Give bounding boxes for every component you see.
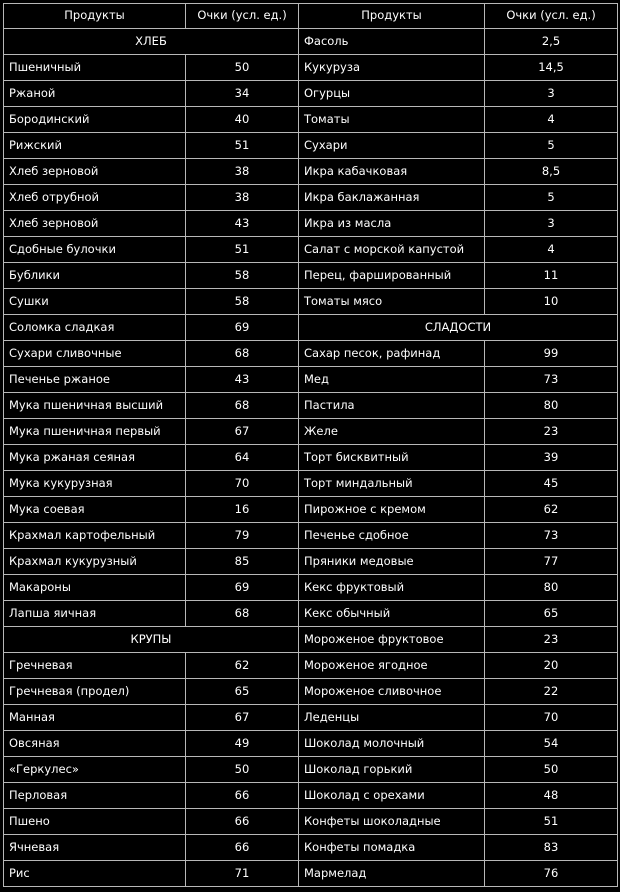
product-name: Сухари [299, 133, 485, 159]
product-name: Пастила [299, 393, 485, 419]
product-points: 73 [485, 367, 618, 393]
product-points: 49 [186, 731, 299, 757]
product-name: Овсяная [4, 731, 186, 757]
product-points: 58 [186, 289, 299, 315]
header-rating-right: Очки (усл. ед.) [485, 4, 618, 29]
header-product-right: Продукты [299, 4, 485, 29]
category-heading: СЛАДОСТИ [299, 315, 618, 341]
product-name: Мука пшеничная первый [4, 419, 186, 445]
product-points: 67 [186, 419, 299, 445]
product-points: 85 [186, 549, 299, 575]
table-row [4, 627, 618, 653]
product-name: Мороженое ягодное [299, 653, 485, 679]
product-points: 14,5 [485, 55, 618, 81]
product-name: Сушки [4, 289, 186, 315]
header-row [4, 4, 618, 29]
product-points: 69 [186, 315, 299, 341]
product-points: 77 [485, 549, 618, 575]
product-name: Конфеты шоколадные [299, 809, 485, 835]
product-points: 80 [485, 575, 618, 601]
product-name: Мука ржаная сеяная [4, 445, 186, 471]
product-points: 73 [485, 523, 618, 549]
product-points: 3 [485, 81, 618, 107]
product-name: Торт бисквитный [299, 445, 485, 471]
product-points: 69 [186, 575, 299, 601]
product-name: Пшено [4, 809, 186, 835]
product-name: Хлеб зерновой [4, 159, 186, 185]
product-name: «Геркулес» [4, 757, 186, 783]
table-row [4, 783, 618, 809]
product-name: Шоколад молочный [299, 731, 485, 757]
product-name: Кекс фруктовый [299, 575, 485, 601]
product-name: Перец, фаршированный [299, 263, 485, 289]
table-row [4, 731, 618, 757]
product-points: 45 [485, 471, 618, 497]
table-row [4, 445, 618, 471]
product-name: Мороженое сливочное [299, 679, 485, 705]
product-points: 66 [186, 835, 299, 861]
product-points: 22 [485, 679, 618, 705]
product-name: Мед [299, 367, 485, 393]
header-rating-left: Очки (усл. ед.) [186, 4, 299, 29]
product-name: Соломка сладкая [4, 315, 186, 341]
product-name: Перловая [4, 783, 186, 809]
product-points: 4 [485, 107, 618, 133]
table-row [4, 237, 618, 263]
product-points: 16 [186, 497, 299, 523]
product-points: 83 [485, 835, 618, 861]
table-row [4, 133, 618, 159]
product-points: 40 [186, 107, 299, 133]
table-row [4, 29, 618, 55]
product-points: 50 [186, 757, 299, 783]
product-name: Икра из масла [299, 211, 485, 237]
product-points: 65 [186, 679, 299, 705]
product-name: Шоколад горький [299, 757, 485, 783]
product-name: Печенье ржаное [4, 367, 186, 393]
product-name: Торт миндальный [299, 471, 485, 497]
product-name: Икра баклажанная [299, 185, 485, 211]
product-points: 62 [485, 497, 618, 523]
product-name: Мука пшеничная высший [4, 393, 186, 419]
table-row [4, 705, 618, 731]
table-row [4, 263, 618, 289]
product-points: 71 [186, 861, 299, 887]
table-row [4, 679, 618, 705]
product-points: 38 [186, 159, 299, 185]
table-row [4, 809, 618, 835]
table-row [4, 107, 618, 133]
product-points: 34 [186, 81, 299, 107]
product-name: Леденцы [299, 705, 485, 731]
carbohydrate-points-table [3, 3, 618, 887]
product-name: Рижский [4, 133, 186, 159]
product-name: Мука соевая [4, 497, 186, 523]
table-row [4, 367, 618, 393]
table-row [4, 81, 618, 107]
table-row [4, 393, 618, 419]
product-points: 23 [485, 419, 618, 445]
product-points: 76 [485, 861, 618, 887]
product-points: 43 [186, 367, 299, 393]
product-name: Ячневая [4, 835, 186, 861]
product-name: Крахмал картофельный [4, 523, 186, 549]
product-name: Гречневая [4, 653, 186, 679]
product-name: Печенье сдобное [299, 523, 485, 549]
product-name: Мука кукурузная [4, 471, 186, 497]
product-name: Мармелад [299, 861, 485, 887]
product-points: 2,5 [485, 29, 618, 55]
product-name: Желе [299, 419, 485, 445]
product-name: Хлеб отрубной [4, 185, 186, 211]
product-points: 5 [485, 133, 618, 159]
product-points: 5 [485, 185, 618, 211]
product-name: Кекс обычный [299, 601, 485, 627]
product-points: 10 [485, 289, 618, 315]
product-name: Мороженое фруктовое [299, 627, 485, 653]
product-points: 67 [186, 705, 299, 731]
product-points: 43 [186, 211, 299, 237]
product-name: Бородинский [4, 107, 186, 133]
product-name: Хлеб зерновой [4, 211, 186, 237]
table-row [4, 185, 618, 211]
table-row [4, 861, 618, 887]
table-row [4, 497, 618, 523]
table-row [4, 601, 618, 627]
product-name: Кукуруза [299, 55, 485, 81]
product-points: 50 [186, 55, 299, 81]
product-points: 54 [485, 731, 618, 757]
product-name: Томаты мясо [299, 289, 485, 315]
product-points: 68 [186, 341, 299, 367]
product-name: Пирожное с кремом [299, 497, 485, 523]
product-name: Пшеничный [4, 55, 186, 81]
table-row [4, 289, 618, 315]
product-points: 68 [186, 601, 299, 627]
product-points: 62 [186, 653, 299, 679]
table-row [4, 575, 618, 601]
product-points: 39 [485, 445, 618, 471]
category-heading: ХЛЕБ [4, 29, 299, 55]
header-product-left: Продукты [4, 4, 186, 29]
product-name: Лапша яичная [4, 601, 186, 627]
product-points: 50 [485, 757, 618, 783]
product-points: 23 [485, 627, 618, 653]
product-points: 58 [186, 263, 299, 289]
product-points: 51 [485, 809, 618, 835]
table-row [4, 55, 618, 81]
product-points: 3 [485, 211, 618, 237]
product-points: 80 [485, 393, 618, 419]
table-row [4, 159, 618, 185]
category-heading: КРУПЫ [4, 627, 299, 653]
table-row [4, 757, 618, 783]
product-name: Сахар песок, рафинад [299, 341, 485, 367]
product-name: Огурцы [299, 81, 485, 107]
product-name: Манная [4, 705, 186, 731]
product-points: 99 [485, 341, 618, 367]
product-name: Салат с морской капустой [299, 237, 485, 263]
product-name: Макароны [4, 575, 186, 601]
product-points: 70 [485, 705, 618, 731]
product-points: 8,5 [485, 159, 618, 185]
table-row [4, 471, 618, 497]
product-name: Крахмал кукурузный [4, 549, 186, 575]
table-row [4, 523, 618, 549]
product-name: Сухари сливочные [4, 341, 186, 367]
product-name: Томаты [299, 107, 485, 133]
table-row [4, 549, 618, 575]
product-points: 66 [186, 783, 299, 809]
product-points: 66 [186, 809, 299, 835]
product-name: Конфеты помадка [299, 835, 485, 861]
table-row [4, 419, 618, 445]
product-name: Ржаной [4, 81, 186, 107]
product-points: 11 [485, 263, 618, 289]
product-points: 64 [186, 445, 299, 471]
product-name: Пряники медовые [299, 549, 485, 575]
product-points: 51 [186, 133, 299, 159]
product-points: 20 [485, 653, 618, 679]
product-name: Бублики [4, 263, 186, 289]
product-points: 65 [485, 601, 618, 627]
product-points: 48 [485, 783, 618, 809]
product-points: 4 [485, 237, 618, 263]
table-row [4, 341, 618, 367]
product-points: 51 [186, 237, 299, 263]
table-row [4, 835, 618, 861]
table-row [4, 211, 618, 237]
product-points: 38 [186, 185, 299, 211]
product-name: Сдобные булочки [4, 237, 186, 263]
table-row [4, 653, 618, 679]
product-name: Икра кабачковая [299, 159, 485, 185]
product-name: Рис [4, 861, 186, 887]
table-row [4, 315, 618, 341]
product-points: 70 [186, 471, 299, 497]
product-name: Шоколад с орехами [299, 783, 485, 809]
product-points: 68 [186, 393, 299, 419]
product-points: 79 [186, 523, 299, 549]
product-name: Гречневая (продел) [4, 679, 186, 705]
product-name: Фасоль [299, 29, 485, 55]
